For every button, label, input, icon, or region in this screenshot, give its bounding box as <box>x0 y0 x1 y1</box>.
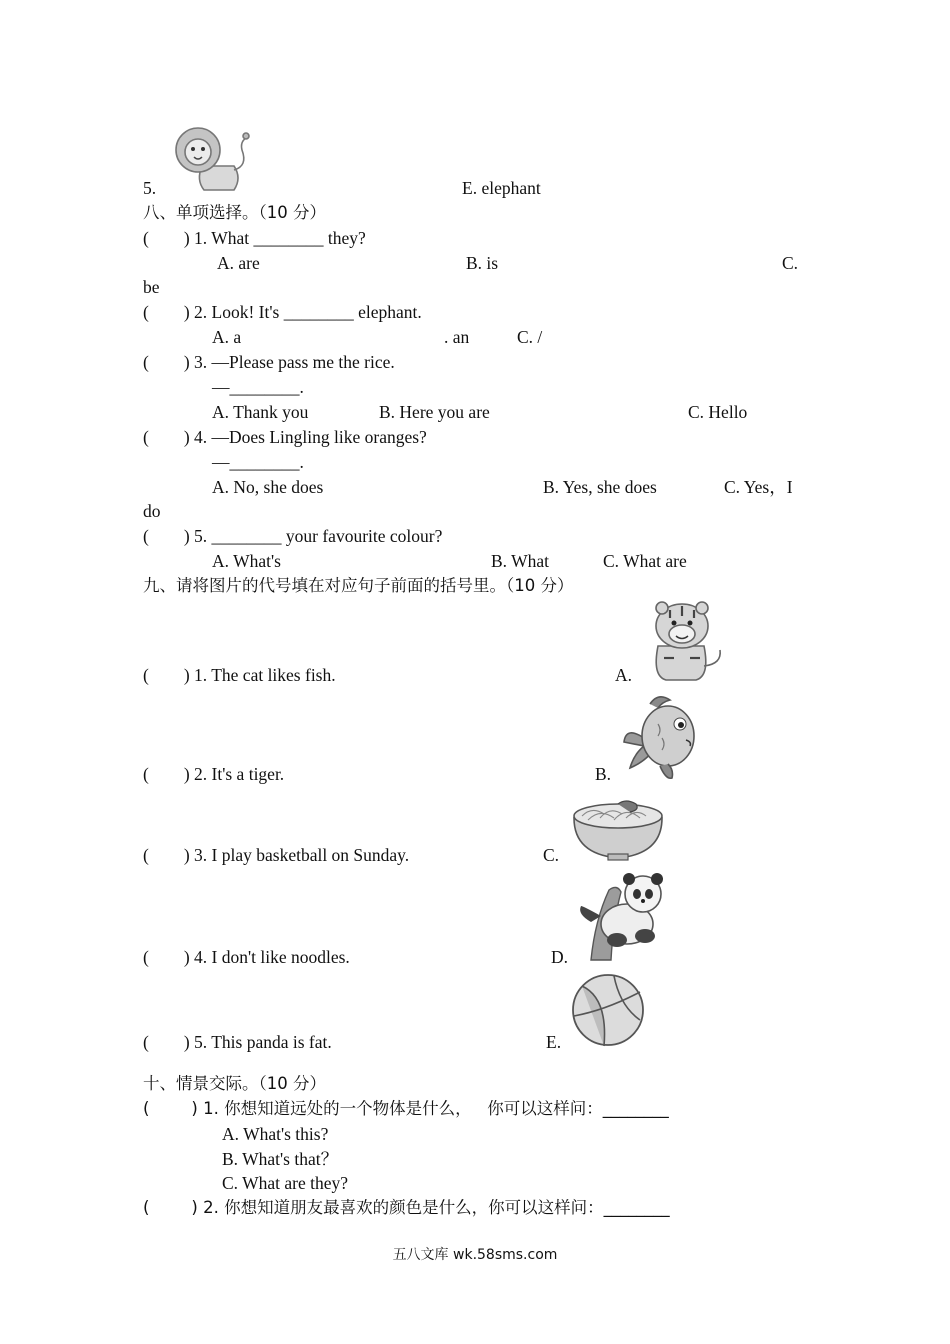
option-a: A. are <box>217 253 260 273</box>
picture-letter: C. <box>543 845 560 865</box>
matching-sentence: ( ) 5. This panda is fat. <box>143 1032 332 1052</box>
tiger-icon <box>636 596 728 682</box>
section-title: 八、单项选择。（10 分） <box>143 203 326 222</box>
matching-sentence: ( ) 1. The cat likes fish. <box>143 665 336 685</box>
matching-sentence: ( ) 4. I don't like noodles. <box>143 947 350 967</box>
picture-letter: A. <box>615 665 633 685</box>
option-a: A. What's <box>212 551 281 571</box>
option-c: C. Yes，I <box>724 477 793 497</box>
option-c: C. <box>782 253 799 273</box>
option-a: A. a <box>212 327 242 347</box>
option-b: B. Yes, she does <box>543 477 657 497</box>
noodles-bowl-icon <box>570 796 666 862</box>
option-c-continued: be <box>143 277 160 297</box>
basketball-icon <box>570 972 646 1048</box>
section-title: 九、请将图片的代号填在对应句子前面的括号里。（10 分） <box>143 576 574 595</box>
question-stem: ( ) 1. What ________ they? <box>143 228 366 248</box>
option-c-continued: do <box>143 501 161 521</box>
answer-blank: —________. <box>212 452 304 472</box>
option-a: A. No, she does <box>212 477 324 497</box>
question-number: 5. <box>143 178 157 198</box>
question-stem: ( ) 2. 你想知道朋友最喜欢的颜色是什么，你可以这样问：________ <box>143 1198 670 1217</box>
section-title: 十、情景交际。（10 分） <box>143 1074 326 1093</box>
option-c: C. Hello <box>688 402 748 422</box>
picture-letter: D. <box>551 947 569 967</box>
question-stem: ( ) 1. 你想知道远处的一个物体是什么， 你可以这样问：________ <box>143 1099 669 1118</box>
fish-icon <box>622 694 702 780</box>
option-c: C. What are they? <box>222 1173 349 1193</box>
picture-letter: B. <box>595 764 612 784</box>
lion-icon <box>172 122 250 196</box>
answer-blank: —________. <box>212 377 304 397</box>
picture-letter: E. <box>546 1032 562 1052</box>
option-b: . an <box>444 327 470 347</box>
matching-sentence: ( ) 3. I play basketball on Sunday. <box>143 845 410 865</box>
question-stem: ( ) 5. ________ your favourite colour? <box>143 526 443 546</box>
question-stem: ( ) 3. —Please pass me the rice. <box>143 352 395 372</box>
option-e: E. elephant <box>462 178 541 198</box>
option-a: A. Thank you <box>212 402 309 422</box>
option-a: A. What's this? <box>222 1124 329 1144</box>
option-b: B. Here you are <box>379 402 490 422</box>
matching-sentence: ( ) 2. It's a tiger. <box>143 764 285 784</box>
question-stem: ( ) 2. Look! It's ________ elephant. <box>143 302 422 322</box>
option-b: B. What <box>491 551 550 571</box>
option-b: B. What's that？ <box>222 1149 339 1169</box>
page-footer: 五八文库 wk.58sms.com <box>392 1247 558 1263</box>
question-stem: ( ) 4. —Does Lingling like oranges? <box>143 427 427 447</box>
option-c: C. What are <box>603 551 687 571</box>
panda-icon <box>577 870 673 962</box>
option-b: B. is <box>466 253 499 273</box>
option-c: C. / <box>517 327 543 347</box>
